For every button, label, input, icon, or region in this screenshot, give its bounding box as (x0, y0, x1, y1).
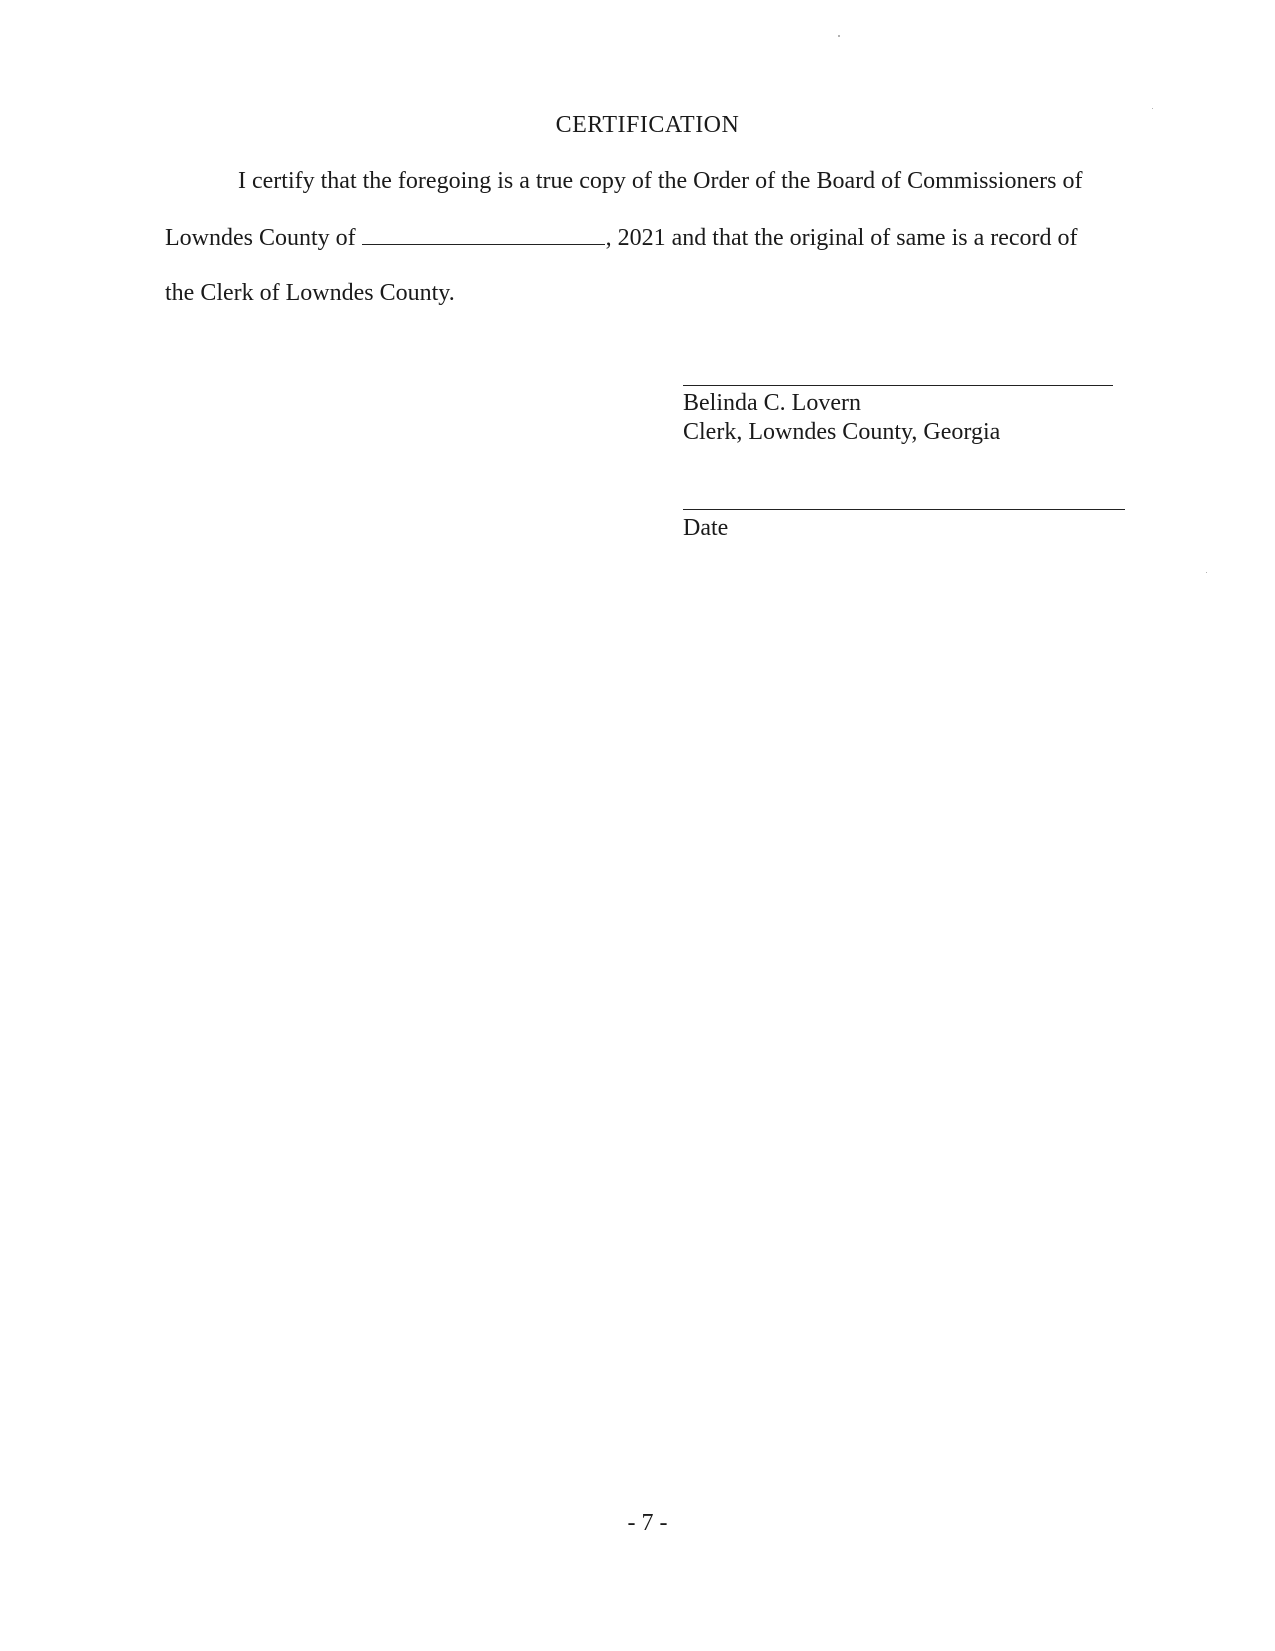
date-label: Date (683, 515, 729, 541)
page-number: - 7 - (627, 1510, 668, 1536)
signer-title: Clerk, Lowndes County, Georgia (683, 419, 1001, 445)
signature-line (683, 385, 1113, 386)
date-line (683, 509, 1125, 510)
scan-speck (1152, 108, 1153, 109)
scan-speck (838, 35, 840, 37)
paragraph-line-2-start: Lowndes County of (165, 225, 356, 251)
date-blank-field (362, 224, 605, 245)
signer-name: Belinda C. Lovern (683, 390, 861, 416)
document-title: CERTIFICATION (555, 112, 740, 138)
paragraph-line-2 (165, 224, 1078, 252)
paragraph-line-3: the Clerk of Lowndes County. (165, 280, 455, 306)
paragraph-line-1: I certify that the foregoing is a true copy of the Order of the Board of Commissioners of (238, 168, 1083, 194)
paragraph-line-2-end: , 2021 and that the original of same is a record of (605, 225, 1078, 251)
scan-speck (1206, 572, 1207, 573)
